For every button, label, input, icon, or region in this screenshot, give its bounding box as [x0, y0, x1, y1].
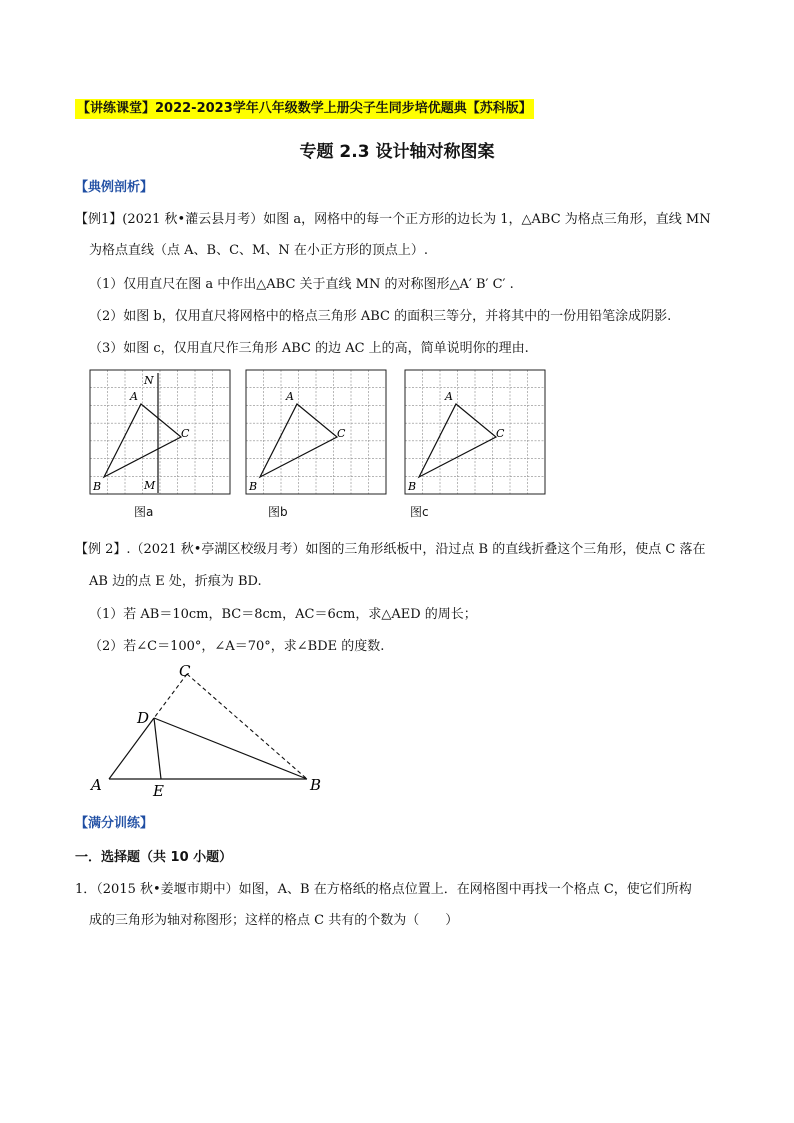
figure-b-grid — [245, 369, 387, 495]
caption-figure-c: 图c — [410, 505, 429, 519]
segment-de — [154, 718, 161, 779]
label-a: A — [91, 776, 102, 794]
crease-bd — [154, 718, 307, 779]
example2-line2: AB 边的点 E 处，折痕为 BD. — [89, 574, 262, 589]
header-banner: 【讲练课堂】2022-2023学年八年级数学上册尖子生同步培优题典【苏科版】 — [75, 99, 534, 119]
example1-question1: （1）仅用直尺在图 a 中作出△ABC 关于直线 MN 的对称图形△A′ B′ C′ . — [89, 277, 514, 292]
section-heading-training: 【满分训练】 — [75, 816, 154, 831]
part1-question1-line2: 成的三角形为轴对称图形；这样的格点 C 共有的个数为（ ） — [89, 913, 459, 928]
dashed-bc — [187, 674, 307, 779]
label-b: B — [249, 480, 258, 493]
section-heading-examples: 【典例剖析】 — [75, 180, 154, 195]
label-c: C — [179, 662, 191, 680]
part1-heading: 一．选择题（共 10 小题） — [75, 850, 233, 865]
label-m: M — [144, 479, 156, 492]
example1-line2: 为格点直线（点 A、B、C、M、N 在小正方形的顶点上）. — [89, 243, 428, 258]
label-b: B — [408, 480, 417, 493]
label-b: B — [93, 480, 102, 493]
caption-figure-b: 图b — [268, 505, 288, 519]
example1-line1: 【例1】(2021 秋•灌云县月考）如图 a，网格中的每一个正方形的边长为 1，△ABC 为格点三角形，直线 MN — [75, 212, 711, 227]
figure-c-grid — [404, 369, 546, 495]
label-c: C — [496, 427, 505, 440]
dashed-cd — [154, 674, 187, 718]
label-c: C — [337, 427, 346, 440]
label-a: A — [286, 390, 294, 403]
label-e: E — [153, 782, 164, 800]
example2-line1: 【例 2】.（2021 秋•亭湖区校级月考）如图的三角形纸板中，沿过点 B 的直线折叠这个三角形，使点 C 落在 — [75, 542, 706, 557]
label-a: A — [130, 390, 138, 403]
label-n: N — [144, 374, 154, 387]
example2-question1: （1）若 AB＝10cm，BC＝8cm，AC＝6cm，求△AED 的周长； — [89, 607, 477, 622]
example1-question3: （3）如图 c，仅用直尺作三角形 ABC 的边 AC 上的高，简单说明你的理由. — [89, 341, 529, 356]
caption-figure-a: 图a — [134, 505, 154, 519]
example1-question2: （2）如图 b，仅用直尺将网格中的格点三角形 ABC 的面积三等分，并将其中的一份用铅笔涂成阴影. — [89, 309, 672, 324]
label-c: C — [181, 427, 190, 440]
label-b: B — [310, 776, 322, 794]
side-ad — [109, 718, 154, 779]
part1-question1-line1: 1．（2015 秋•姜堰市期中）如图，A、B 在方格纸的格点位置上．在网格图中再找一个格点 C，使它们所构 — [75, 882, 692, 897]
figure-a-grid — [89, 369, 231, 495]
page-title: 专题 2.3 设计轴对称图案 — [299, 142, 495, 162]
label-a: A — [445, 390, 453, 403]
label-d: D — [137, 709, 150, 727]
example2-question2: （2）若∠C＝100°，∠A＝70°，求∠BDE 的度数. — [89, 639, 385, 654]
folded-triangle-figure — [85, 660, 335, 800]
